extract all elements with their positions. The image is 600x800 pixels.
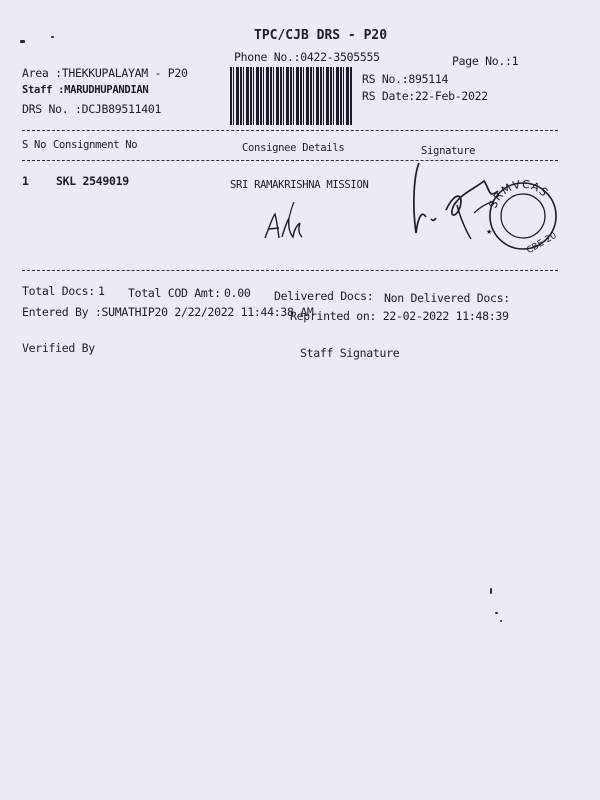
delivered-docs-label: Delivered Docs: — [274, 289, 374, 303]
divider — [22, 130, 558, 131]
phone-number: Phone No.:0422-3505555 — [234, 50, 380, 64]
page-number: Page No.:1 — [452, 54, 519, 68]
verified-by-label: Verified By — [22, 341, 95, 355]
rubber-stamp — [485, 172, 561, 256]
barcode — [230, 67, 352, 125]
scan-speck — [500, 620, 502, 622]
total-docs-label: Total Docs: — [22, 284, 95, 298]
scan-speck — [20, 40, 25, 43]
entered-by: Entered By :SUMATHIP20 2/22/2022 11:44:38 AM — [22, 305, 314, 319]
total-cod-label: Total COD Amt: — [128, 286, 221, 300]
stamp-star-icon: ★ — [486, 228, 493, 236]
drs-number: DRS No. :DCJB89511401 — [22, 102, 162, 116]
column-header-consignee: Consignee Details — [242, 142, 345, 154]
total-cod-value: 0.00 — [224, 286, 251, 300]
stamp-text-bottom: CBE-20 — [525, 230, 559, 256]
staff-field: Staff :MARUDHUPANDIAN — [22, 84, 149, 96]
divider — [22, 270, 558, 271]
scan-speck — [495, 612, 498, 614]
reprinted-on: Reprinted on: 22-02-2022 11:48:39 — [290, 309, 509, 323]
scan-speck — [51, 36, 54, 38]
row-consignee-name: SRI RAMAKRISHNA MISSION — [230, 179, 369, 191]
column-header-sno: S No — [22, 139, 47, 151]
row-consignment-number: SKL 2549019 — [56, 174, 129, 188]
total-docs-value: 1 — [98, 284, 105, 298]
column-header-signature: Signature — [421, 145, 476, 157]
stamp-text-top: SRMVCAS — [486, 177, 551, 211]
non-delivered-docs-label: Non Delivered Docs: — [384, 291, 510, 305]
column-header-consignment: Consignment No — [53, 139, 138, 151]
staff-signature-label: Staff Signature — [300, 346, 400, 360]
document-title: TPC/CJB DRS - P20 — [254, 28, 388, 43]
row-sno: 1 — [22, 174, 29, 188]
receiver-initials — [256, 196, 316, 256]
rs-number: RS No.:895114 — [362, 72, 449, 86]
scan-speck — [490, 588, 492, 594]
area-field: Area :THEKKUPALAYAM - P20 — [22, 66, 188, 80]
rs-date: RS Date:22-Feb-2022 — [362, 89, 488, 103]
